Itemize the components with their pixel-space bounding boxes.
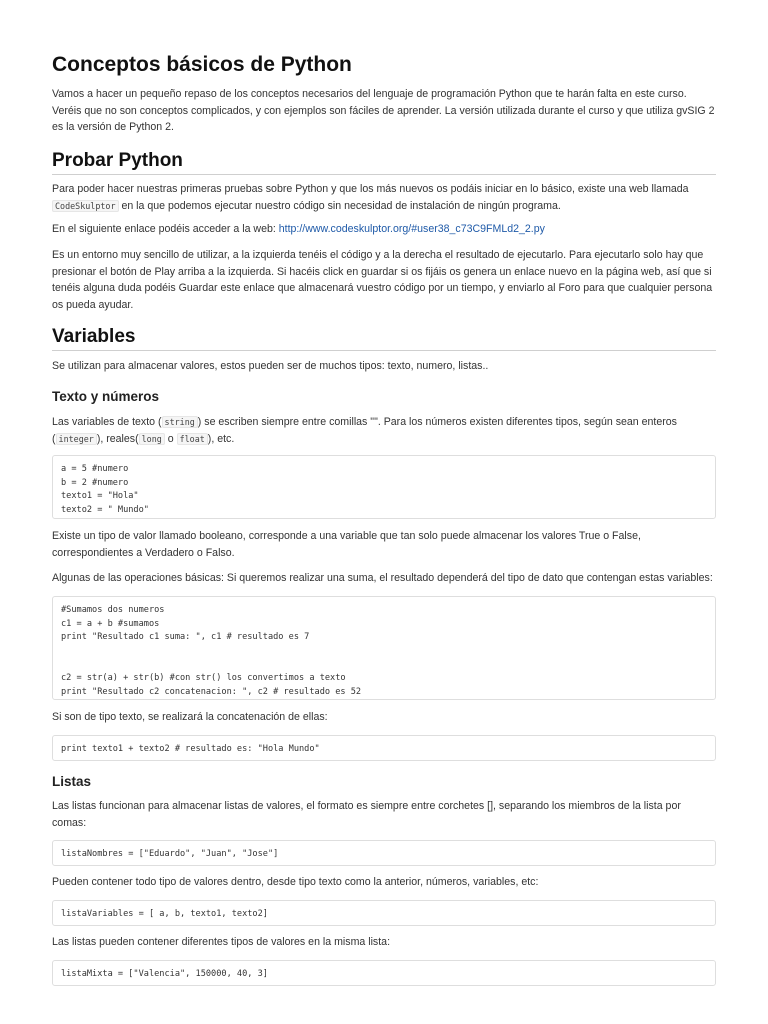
listas-paragraph-2: Pueden contener todo tipo de valores dentro, desde tipo texto como la anterior, números, variables, etc: [52,876,539,888]
code-block-lista-nombres [52,840,716,866]
listas-paragraph-1: Las listas funcionan para almacenar listas de valores, el formato es siempre entre corchetes [], separando los miembros de la lista por comas: [52,800,681,829]
inline-code: CodeSkulptor [52,200,119,212]
text: En el siguiente enlace podéis acceder a la web: [52,223,279,235]
variables-intro: Se utilizan para almacenar valores, estos pueden ser de muchos tipos: texto, numero, listas.. [52,360,489,372]
inline-code: float [177,433,208,445]
code-text: #Sumamos dos numeros c1 = a + b #sumamos print "Resultado c1 suma: ", c1 # resultado es 7 c2 = str(a) + str(b) #con str() los convertimos a texto print "Resultado c2 concatenacion: ", c2 # resultado es 52 [61,605,362,697]
code-block-operaciones [52,596,716,700]
text: ), etc. [207,432,235,445]
intro-paragraph: Vamos a hacer un pequeño repaso de los conceptos necesarios del lenguaje de programación Python que te harán falta en este curso. Veréis que no son conceptos complicados, y con ejemplos son fáciles de aprender. La versión utilizada durante el curso y que utiliza gvSIG 2 es la versión de Python 2. [52,88,715,133]
inline-code: long [139,433,165,445]
code-text: listaNombres = ["Eduardo", "Juan", "Jose"] [61,849,279,859]
probar-paragraph-3: Es un entorno muy sencillo de utilizar, a la izquierda tenéis el código y a la derecha el resultado de ejecutarlo. Para ejecutarlo solo hay que presionar el botón de Play arriba a la izquierda. Si hacéis click en guardar si os fijáis os genera un enlace nuevo en la página web, así que si tenéis alguna duda podéis Guardar este enlace que almacenará vuestro código por un tiempo, y enviarlo al Foro para que cualquier persona os pueda ayudar. [52,249,713,311]
section-heading-probar-python: Probar Python [52,150,183,171]
text: ) se escriben siempre entre comillas "". Para los números existen diferentes tipos, según sean enteros ( [52,416,677,445]
text: ), reales( [96,432,139,445]
booleano-paragraph: Existe un tipo de valor llamado booleano, corresponde a una variable que tan solo puede almacenar los valores True o False, correspondientes a Verdadero o Falso. [52,530,641,559]
code-text: listaMixta = ["Valencia", 150000, 40, 3] [61,969,268,979]
concatenacion-paragraph: Si son de tipo texto, se realizará la concatenación de ellas: [52,711,328,723]
page-title: Conceptos básicos de Python [52,53,352,76]
texto-paragraph [52,414,716,447]
codeskulptor-link[interactable]: http://www.codeskulptor.org/#user38_c73C9FMLd2_2.py [278,223,545,235]
subheading-texto-numeros: Texto y números [52,389,160,404]
listas-paragraph-3: Las listas pueden contener diferentes tipos de valores en la misma lista: [52,936,391,948]
code-block-lista-mixta [52,960,716,986]
section-divider [52,174,716,175]
section-divider [52,350,716,351]
inline-code: string [162,416,198,428]
subheading-listas: Listas [52,774,92,789]
code-text: print texto1 + texto2 # resultado es: "Hola Mundo" [61,744,320,754]
code-block-variables [52,455,716,519]
text: Las variables de texto ( [52,416,162,428]
text: o [164,432,177,445]
code-block-concatenacion [52,735,716,761]
section-heading-variables: Variables [52,326,136,347]
text: Para poder hacer nuestras primeras pruebas sobre Python y que los más nuevos os podáis iniciar en lo básico, existe una web llamada [52,183,689,195]
code-block-lista-variables [52,900,716,926]
text: en la que podemos ejecutar nuestro código sin necesidad de instalación de ningún programa. [118,199,561,212]
probar-paragraph-1 [52,181,716,214]
code-text: a = 5 #numero b = 2 #numero texto1 = "Hola" texto2 = " Mundo" [61,464,149,515]
operaciones-paragraph: Algunas de las operaciones básicas: Si queremos realizar una suma, el resultado dependerá del tipo de dato que contengan estas variables: [52,572,713,584]
inline-code: integer [56,433,97,445]
code-text: listaVariables = [ a, b, texto1, texto2] [61,909,268,919]
probar-paragraph-2 [52,221,716,238]
